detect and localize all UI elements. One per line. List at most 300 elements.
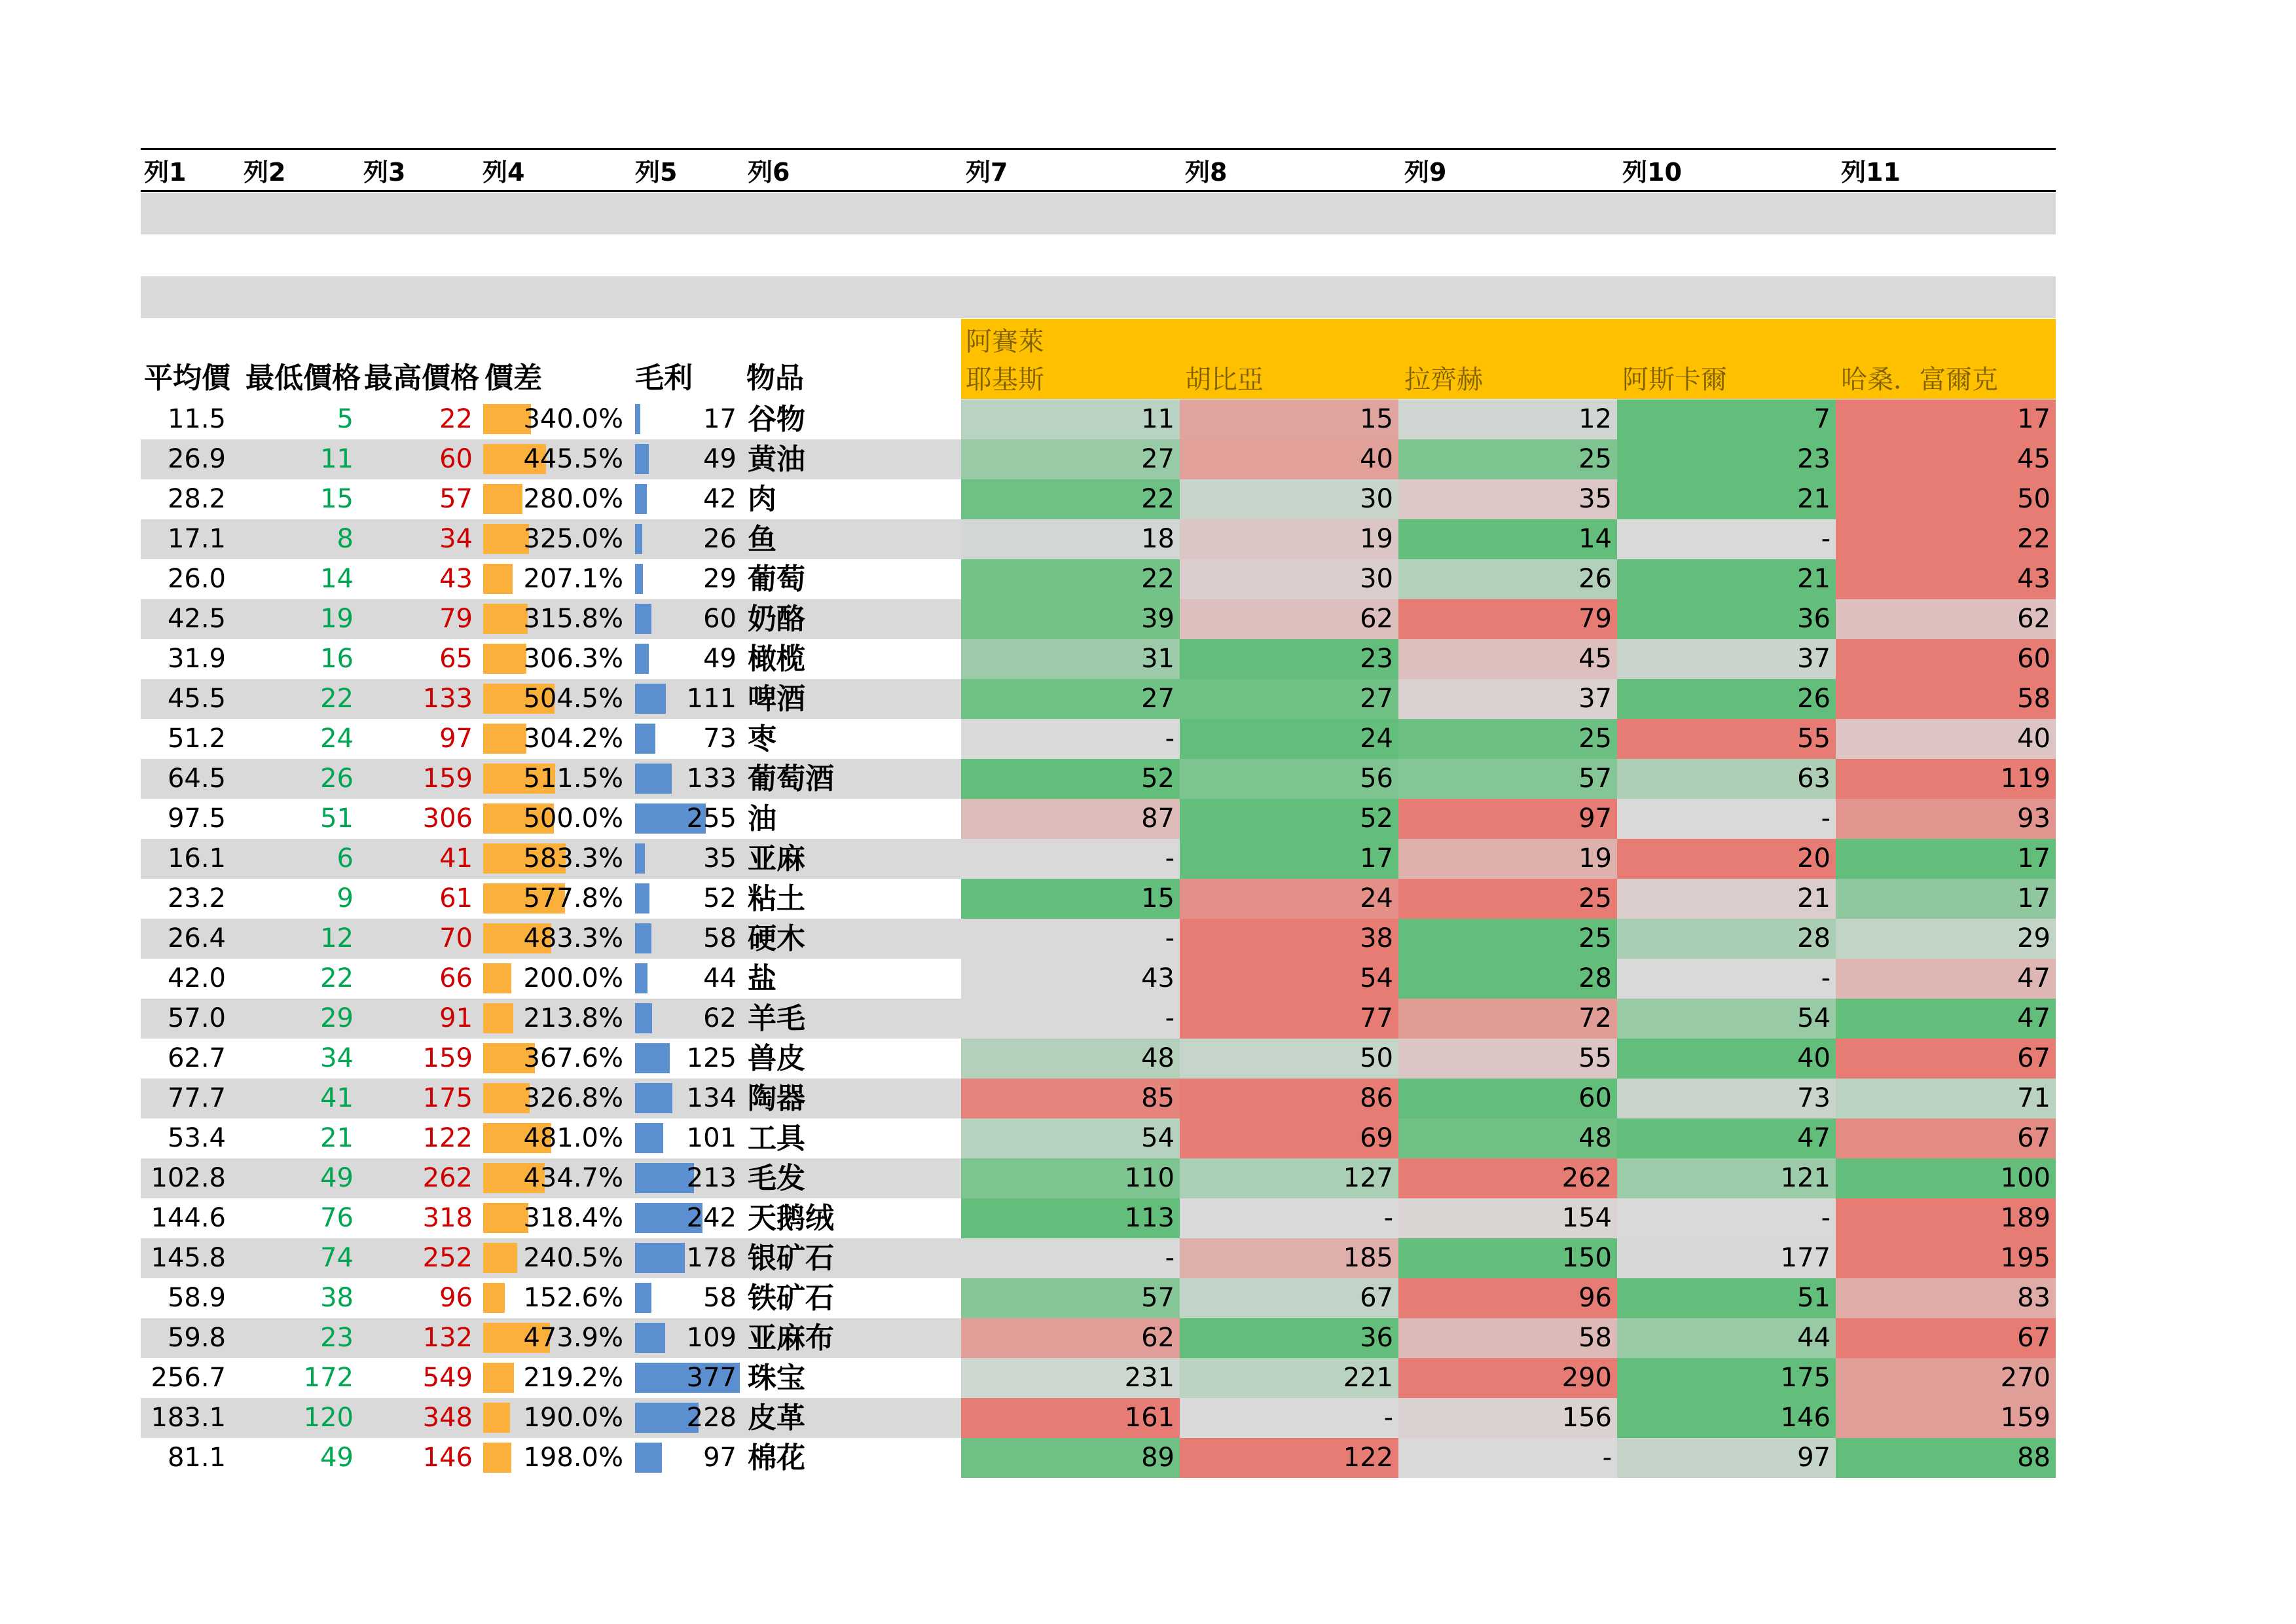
- max-price: 159: [422, 764, 473, 794]
- city-price: 58: [1398, 1318, 1617, 1358]
- city-price: 175: [1617, 1358, 1836, 1398]
- min-price: 22: [320, 684, 354, 714]
- city-price: 57: [1398, 759, 1617, 799]
- avg-price: 97.5: [167, 803, 226, 834]
- city-price: 21: [1617, 479, 1836, 519]
- min-price: 74: [320, 1243, 354, 1273]
- city-price: 37: [1398, 679, 1617, 719]
- city-price: 89: [961, 1438, 1180, 1478]
- item-name: 亚麻: [748, 842, 805, 876]
- max-price: 65: [439, 644, 473, 674]
- column-header-4: 列4: [483, 158, 525, 187]
- city-price: 156: [1398, 1398, 1617, 1438]
- max-price: 61: [439, 883, 473, 913]
- city-price: 25: [1398, 719, 1617, 759]
- left-header-5: 毛利: [635, 361, 693, 395]
- item-name: 陶器: [748, 1082, 805, 1115]
- city-price: -: [961, 839, 1180, 879]
- city-price: 21: [1617, 879, 1836, 919]
- spread-value: 473.9%: [523, 1323, 623, 1353]
- spread-value: 340.0%: [523, 404, 623, 434]
- margin-value: 213: [686, 1163, 737, 1193]
- left-header-6: 物品: [746, 361, 804, 395]
- item-name: 铁矿石: [748, 1282, 834, 1315]
- margin-value: 44: [703, 963, 737, 993]
- item-name: 毛发: [748, 1162, 805, 1195]
- city-price: -: [1180, 1198, 1398, 1238]
- city-price: 30: [1180, 559, 1398, 599]
- max-price: 306: [422, 803, 473, 834]
- city-price: 43: [961, 959, 1180, 999]
- margin-value: 49: [703, 444, 737, 474]
- column-header-11: 列11: [1841, 158, 1901, 187]
- city-price: 93: [1836, 799, 2056, 839]
- city-price: 17: [1836, 399, 2056, 439]
- min-price: 5: [337, 404, 354, 434]
- city-price: 55: [1398, 1039, 1617, 1079]
- city-price: 119: [1836, 759, 2056, 799]
- spread-value: 445.5%: [523, 444, 623, 474]
- min-price: 49: [320, 1163, 354, 1193]
- city-price: 17: [1180, 839, 1398, 879]
- margin-value: 178: [686, 1243, 737, 1273]
- city-price: 19: [1398, 839, 1617, 879]
- city-price: 12: [1398, 399, 1617, 439]
- city-price: 57: [961, 1278, 1180, 1318]
- item-name: 肉: [748, 483, 776, 516]
- item-name: 奶酪: [748, 602, 805, 636]
- avg-price: 144.6: [151, 1203, 226, 1233]
- max-price: 549: [422, 1363, 473, 1393]
- avg-price: 58.9: [167, 1283, 226, 1313]
- city-price: 62: [961, 1318, 1180, 1358]
- item-name: 油: [748, 802, 776, 836]
- city-price: 22: [961, 559, 1180, 599]
- city-price: 27: [961, 439, 1180, 479]
- city-price: 44: [1617, 1318, 1836, 1358]
- item-name: 珠宝: [748, 1361, 805, 1395]
- spread-value: 577.8%: [523, 883, 623, 913]
- margin-value: 97: [703, 1443, 737, 1473]
- city-header-2: 胡比亞: [1185, 365, 1264, 395]
- min-price: 51: [320, 803, 354, 834]
- city-price: -: [1617, 959, 1836, 999]
- min-price: 26: [320, 764, 354, 794]
- avg-price: 256.7: [151, 1363, 226, 1393]
- city-price: 177: [1617, 1238, 1836, 1278]
- city-price: 23: [1180, 639, 1398, 679]
- city-price: 79: [1398, 599, 1617, 639]
- margin-value: 101: [686, 1123, 737, 1153]
- city-price: 60: [1398, 1079, 1617, 1118]
- city-price: 97: [1398, 799, 1617, 839]
- city-price: 159: [1836, 1398, 2056, 1438]
- margin-value: 58: [703, 1283, 737, 1313]
- city-price: 15: [961, 879, 1180, 919]
- spread-value: 367.6%: [523, 1043, 623, 1073]
- city-price: 67: [1836, 1118, 2056, 1158]
- avg-price: 26.0: [167, 564, 226, 594]
- city-price: 45: [1398, 639, 1617, 679]
- max-price: 34: [439, 524, 473, 554]
- max-price: 41: [439, 843, 473, 874]
- margin-value: 49: [703, 644, 737, 674]
- max-price: 132: [422, 1323, 473, 1353]
- spread-value: 318.4%: [523, 1203, 623, 1233]
- city-price: 31: [961, 639, 1180, 679]
- spread-value: 219.2%: [523, 1363, 623, 1393]
- margin-value: 52: [703, 883, 737, 913]
- city-price: 54: [1180, 959, 1398, 999]
- city-price: 21: [1617, 559, 1836, 599]
- spread-value: 500.0%: [523, 803, 623, 834]
- min-price: 24: [320, 724, 354, 754]
- spread-value: 434.7%: [523, 1163, 623, 1193]
- max-price: 262: [422, 1163, 473, 1193]
- min-price: 29: [320, 1003, 354, 1033]
- grey-band-2: [141, 276, 2056, 318]
- min-price: 9: [337, 883, 354, 913]
- margin-value: 111: [686, 684, 737, 714]
- city-price: 24: [1180, 719, 1398, 759]
- item-name: 黄油: [748, 443, 805, 476]
- city-price: 56: [1180, 759, 1398, 799]
- city-price: 50: [1836, 479, 2056, 519]
- item-name: 橄榄: [748, 642, 805, 676]
- city-price: 58: [1836, 679, 2056, 719]
- city-price: 69: [1180, 1118, 1398, 1158]
- column-header-10: 列10: [1622, 158, 1682, 187]
- column-header-7: 列7: [966, 158, 1008, 187]
- spread-value: 240.5%: [523, 1243, 623, 1273]
- city-price: 51: [1617, 1278, 1836, 1318]
- city-price: 17: [1836, 879, 2056, 919]
- city-price: 23: [1617, 439, 1836, 479]
- city-header-4: 阿斯卡爾: [1622, 365, 1727, 395]
- city-price: 20: [1617, 839, 1836, 879]
- city-price: 60: [1836, 639, 2056, 679]
- margin-value: 42: [703, 484, 737, 514]
- city-price: 26: [1398, 559, 1617, 599]
- max-price: 70: [439, 923, 473, 953]
- max-price: 60: [439, 444, 473, 474]
- min-price: 41: [320, 1083, 354, 1113]
- margin-value: 134: [686, 1083, 737, 1113]
- city-price: 52: [1180, 799, 1398, 839]
- city-price: 47: [1836, 999, 2056, 1039]
- avg-price: 145.8: [151, 1243, 226, 1273]
- city-price: 122: [1180, 1438, 1398, 1478]
- city-price: 45: [1836, 439, 2056, 479]
- city-price: 28: [1398, 959, 1617, 999]
- max-price: 146: [422, 1443, 473, 1473]
- spread-value: 315.8%: [523, 604, 623, 634]
- avg-price: 57.0: [167, 1003, 226, 1033]
- spread-value: 583.3%: [523, 843, 623, 874]
- avg-price: 42.5: [167, 604, 226, 634]
- spread-value: 504.5%: [523, 684, 623, 714]
- city-price: 29: [1836, 919, 2056, 959]
- margin-value: 255: [686, 803, 737, 834]
- city-price: 262: [1398, 1158, 1617, 1198]
- spread-value: 213.8%: [523, 1003, 623, 1033]
- city-price: 290: [1398, 1358, 1617, 1398]
- city-price: 40: [1617, 1039, 1836, 1079]
- avg-price: 42.0: [167, 963, 226, 993]
- city-price: 17: [1836, 839, 2056, 879]
- min-price: 12: [320, 923, 354, 953]
- max-price: 43: [439, 564, 473, 594]
- city-price: 100: [1836, 1158, 2056, 1198]
- margin-value: 60: [703, 604, 737, 634]
- min-price: 49: [320, 1443, 354, 1473]
- margin-value: 133: [686, 764, 737, 794]
- city-header-1: 阿賽萊 耶基斯: [966, 327, 1044, 395]
- city-price: 121: [1617, 1158, 1836, 1198]
- column-header-1: 列1: [144, 158, 187, 187]
- avg-price: 26.9: [167, 444, 226, 474]
- item-name: 皮革: [748, 1401, 805, 1435]
- min-price: 22: [320, 963, 354, 993]
- avg-price: 23.2: [167, 883, 226, 913]
- grey-band-1: [141, 193, 2056, 234]
- avg-price: 102.8: [151, 1163, 226, 1193]
- max-price: 91: [439, 1003, 473, 1033]
- city-price: 270: [1836, 1358, 2056, 1398]
- city-price: 55: [1617, 719, 1836, 759]
- avg-price: 16.1: [167, 843, 226, 874]
- city-price: 67: [1836, 1039, 2056, 1079]
- item-name: 枣: [748, 722, 776, 756]
- city-price: -: [1617, 799, 1836, 839]
- city-price: 30: [1180, 479, 1398, 519]
- city-price: 54: [1617, 999, 1836, 1039]
- city-price: 185: [1180, 1238, 1398, 1278]
- city-price: 7: [1617, 399, 1836, 439]
- city-price: 96: [1398, 1278, 1617, 1318]
- city-price: 77: [1180, 999, 1398, 1039]
- min-price: 6: [337, 843, 354, 874]
- spread-value: 306.3%: [523, 644, 623, 674]
- city-price: 36: [1617, 599, 1836, 639]
- item-name: 谷物: [748, 403, 805, 436]
- city-price: 47: [1617, 1118, 1836, 1158]
- city-price: 26: [1617, 679, 1836, 719]
- item-name: 粘土: [748, 882, 805, 915]
- spread-value: 325.0%: [523, 524, 623, 554]
- min-price: 120: [303, 1403, 354, 1433]
- item-name: 葡萄酒: [748, 762, 834, 796]
- avg-price: 62.7: [167, 1043, 226, 1073]
- spread-value: 304.2%: [523, 724, 623, 754]
- spread-value: 152.6%: [523, 1283, 623, 1313]
- column-header-9: 列9: [1404, 158, 1447, 187]
- left-header-3: 最高價格: [364, 361, 479, 395]
- margin-value: 125: [686, 1043, 737, 1073]
- city-price: 161: [961, 1398, 1180, 1438]
- max-price: 57: [439, 484, 473, 514]
- left-header-4: 價差: [484, 361, 542, 395]
- max-price: 159: [422, 1043, 473, 1073]
- city-price: -: [961, 999, 1180, 1039]
- column-header-3: 列3: [363, 158, 406, 187]
- spread-value: 198.0%: [523, 1443, 623, 1473]
- item-name: 棉花: [748, 1441, 805, 1475]
- margin-value: 109: [686, 1323, 737, 1353]
- avg-price: 26.4: [167, 923, 226, 953]
- margin-value: 242: [686, 1203, 737, 1233]
- city-price: 19: [1180, 519, 1398, 559]
- city-price: -: [961, 1238, 1180, 1278]
- avg-price: 17.1: [167, 524, 226, 554]
- city-price: -: [1398, 1438, 1617, 1478]
- city-price: 48: [1398, 1118, 1617, 1158]
- max-price: 175: [422, 1083, 473, 1113]
- city-price: 35: [1398, 479, 1617, 519]
- city-price: 86: [1180, 1079, 1398, 1118]
- margin-value: 26: [703, 524, 737, 554]
- item-name: 羊毛: [748, 1002, 805, 1035]
- margin-value: 17: [703, 404, 737, 434]
- avg-price: 59.8: [167, 1323, 226, 1353]
- margin-value: 35: [703, 843, 737, 874]
- city-price: 88: [1836, 1438, 2056, 1478]
- city-price: 15: [1180, 399, 1398, 439]
- city-price: 39: [961, 599, 1180, 639]
- avg-price: 31.9: [167, 644, 226, 674]
- city-price: 36: [1180, 1318, 1398, 1358]
- avg-price: 183.1: [151, 1403, 226, 1433]
- city-price: 113: [961, 1198, 1180, 1238]
- min-price: 19: [320, 604, 354, 634]
- city-price: 47: [1836, 959, 2056, 999]
- city-price: -: [1617, 519, 1836, 559]
- city-price: 22: [1836, 519, 2056, 559]
- min-price: 23: [320, 1323, 354, 1353]
- spread-value: 326.8%: [523, 1083, 623, 1113]
- city-header-5: 哈桑．富爾克: [1841, 365, 1998, 395]
- avg-price: 51.2: [167, 724, 226, 754]
- item-name: 硬木: [748, 922, 805, 955]
- avg-price: 64.5: [167, 764, 226, 794]
- min-price: 15: [320, 484, 354, 514]
- max-price: 96: [439, 1283, 473, 1313]
- item-name: 啤酒: [748, 682, 805, 716]
- city-price: 146: [1617, 1398, 1836, 1438]
- avg-price: 81.1: [167, 1443, 226, 1473]
- city-price: 38: [1180, 919, 1398, 959]
- city-price: 18: [961, 519, 1180, 559]
- item-name: 银矿石: [748, 1242, 834, 1275]
- spread-value: 280.0%: [523, 484, 623, 514]
- city-price: 48: [961, 1039, 1180, 1079]
- city-price: 150: [1398, 1238, 1617, 1278]
- city-price: 195: [1836, 1238, 2056, 1278]
- avg-price: 11.5: [167, 404, 226, 434]
- min-price: 38: [320, 1283, 354, 1313]
- city-price: 14: [1398, 519, 1617, 559]
- max-price: 348: [422, 1403, 473, 1433]
- header-top-rule: [141, 148, 2056, 150]
- item-name: 工具: [748, 1122, 805, 1155]
- avg-price: 45.5: [167, 684, 226, 714]
- max-price: 252: [422, 1243, 473, 1273]
- city-price: 40: [1180, 439, 1398, 479]
- left-header-2: 最低價格: [246, 361, 361, 395]
- min-price: 14: [320, 564, 354, 594]
- margin-value: 29: [703, 564, 737, 594]
- column-header-2: 列2: [244, 158, 286, 187]
- city-price: 221: [1180, 1358, 1398, 1398]
- city-price: 28: [1617, 919, 1836, 959]
- city-price: 25: [1398, 439, 1617, 479]
- city-price: 40: [1836, 719, 2056, 759]
- max-price: 66: [439, 963, 473, 993]
- city-price: 71: [1836, 1079, 2056, 1118]
- spread-value: 200.0%: [523, 963, 623, 993]
- max-price: 79: [439, 604, 473, 634]
- city-price: 27: [961, 679, 1180, 719]
- avg-price: 28.2: [167, 484, 226, 514]
- city-price: 110: [961, 1158, 1180, 1198]
- city-price: 54: [961, 1118, 1180, 1158]
- city-price: 62: [1180, 599, 1398, 639]
- city-price: 62: [1836, 599, 2056, 639]
- spread-value: 483.3%: [523, 923, 623, 953]
- margin-value: 377: [686, 1363, 737, 1393]
- max-price: 97: [439, 724, 473, 754]
- city-price: 22: [961, 479, 1180, 519]
- city-price: -: [961, 719, 1180, 759]
- min-price: 21: [320, 1123, 354, 1153]
- city-price: 52: [961, 759, 1180, 799]
- city-header-3: 拉齊赫: [1404, 365, 1483, 395]
- city-price: 83: [1836, 1278, 2056, 1318]
- column-header-8: 列8: [1185, 158, 1228, 187]
- min-price: 172: [303, 1363, 354, 1393]
- avg-price: 53.4: [167, 1123, 226, 1153]
- city-price: 85: [961, 1079, 1180, 1118]
- margin-value: 62: [703, 1003, 737, 1033]
- item-name: 兽皮: [748, 1042, 805, 1075]
- city-price: -: [1180, 1398, 1398, 1438]
- margin-value: 228: [686, 1403, 737, 1433]
- spread-value: 481.0%: [523, 1123, 623, 1153]
- city-price: 11: [961, 399, 1180, 439]
- spread-value: 511.5%: [523, 764, 623, 794]
- city-price: 50: [1180, 1039, 1398, 1079]
- max-price: 318: [422, 1203, 473, 1233]
- city-price: 63: [1617, 759, 1836, 799]
- city-price: 189: [1836, 1198, 2056, 1238]
- item-name: 亚麻布: [748, 1321, 834, 1355]
- item-name: 盐: [748, 962, 776, 995]
- min-price: 34: [320, 1043, 354, 1073]
- city-price: -: [961, 919, 1180, 959]
- item-name: 天鹅绒: [748, 1202, 834, 1235]
- item-name: 葡萄: [748, 563, 805, 596]
- spread-value: 207.1%: [523, 564, 623, 594]
- city-price: 127: [1180, 1158, 1398, 1198]
- city-price: 27: [1180, 679, 1398, 719]
- column-header-6: 列6: [748, 158, 790, 187]
- city-price: 24: [1180, 879, 1398, 919]
- city-price: -: [1617, 1198, 1836, 1238]
- city-price: 231: [961, 1358, 1180, 1398]
- city-price: 73: [1617, 1079, 1836, 1118]
- margin-value: 73: [703, 724, 737, 754]
- min-price: 76: [320, 1203, 354, 1233]
